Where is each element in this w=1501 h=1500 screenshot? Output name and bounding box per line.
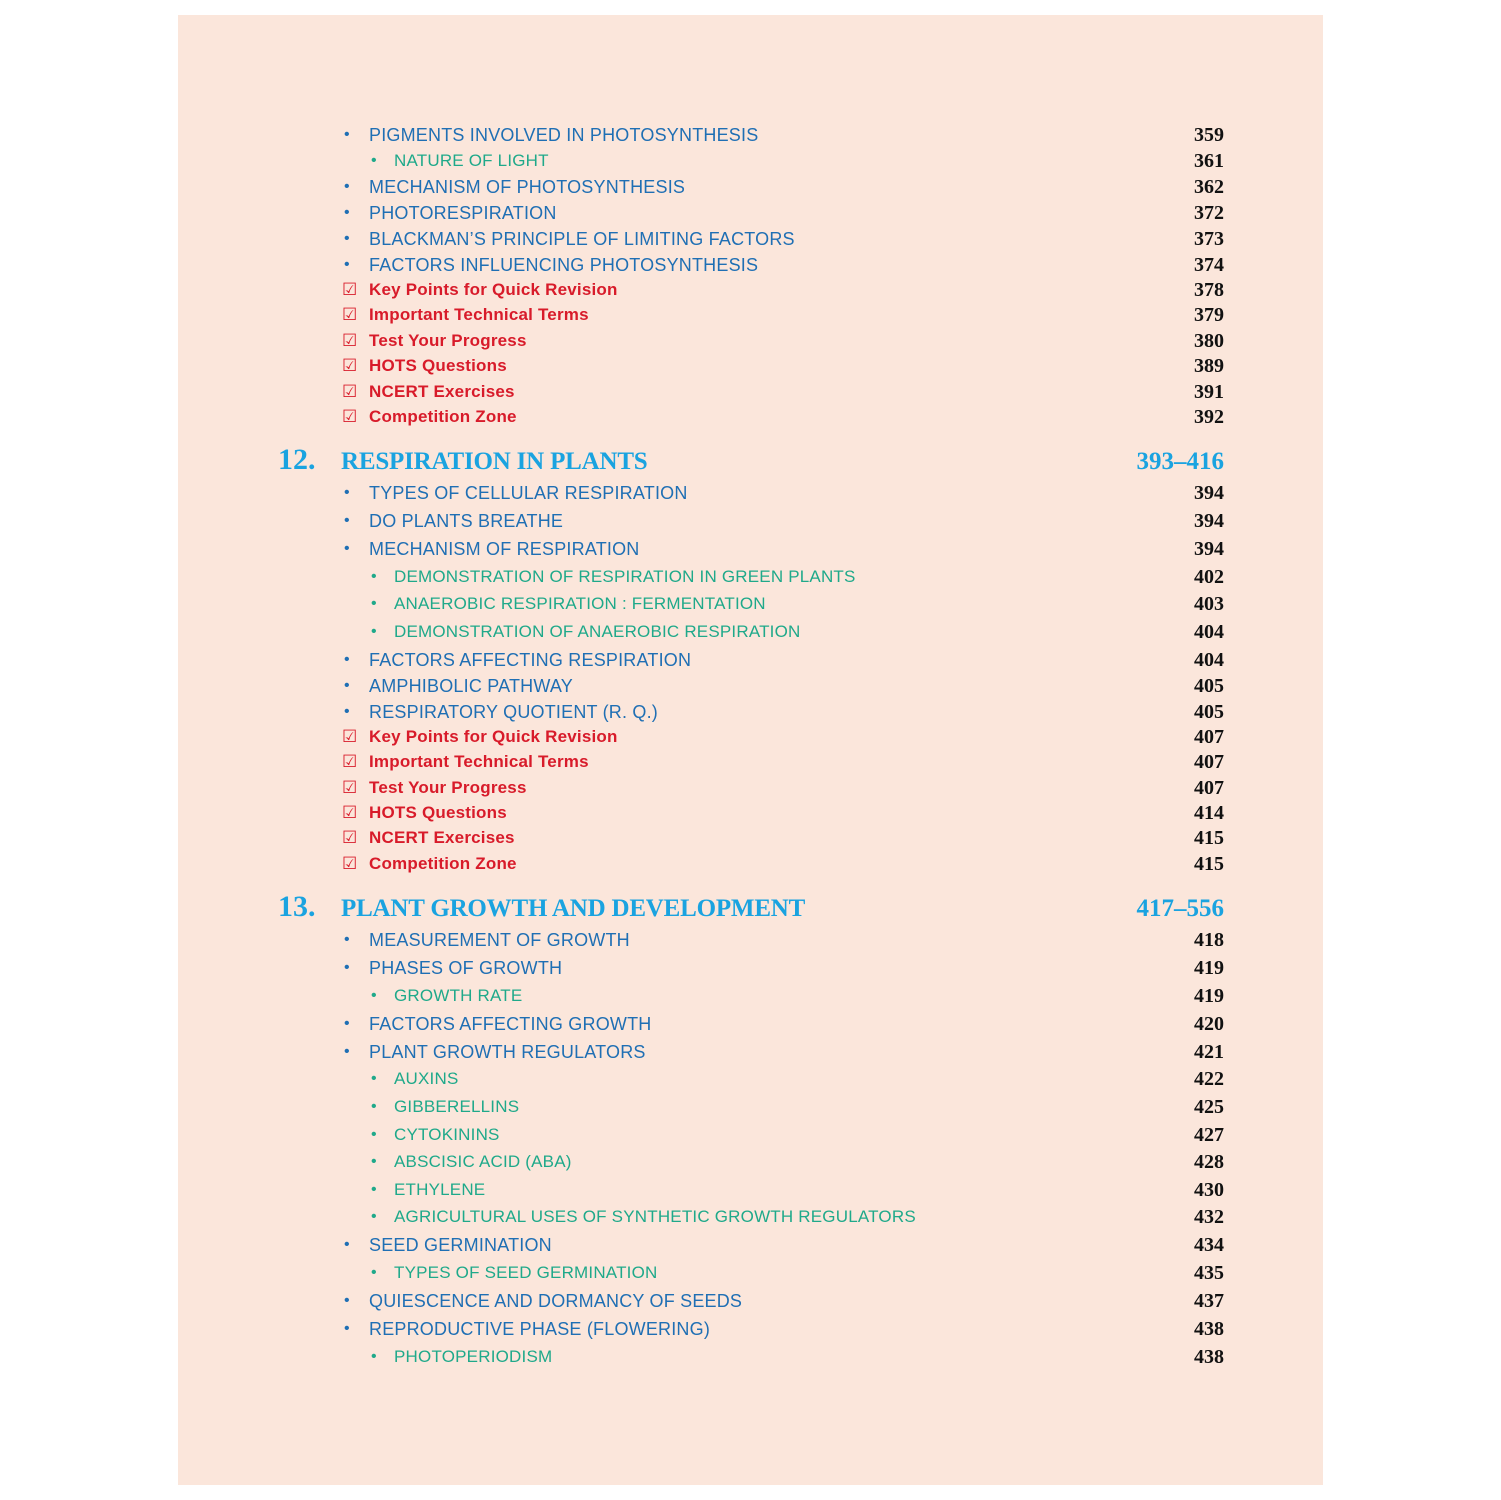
entry-page: 391 (1194, 381, 1224, 403)
toc-checklist-entry[interactable] (178, 724, 1323, 750)
entry-label: MECHANISM OF RESPIRATION (369, 539, 640, 559)
entry-page: 374 (1194, 254, 1224, 276)
checkbox-checked-icon: ☑ (342, 778, 358, 797)
entry-page: 361 (1194, 150, 1224, 172)
bullet-icon: • (344, 256, 350, 273)
bullet-icon: • (371, 1264, 377, 1281)
entry-label: FACTORS AFFECTING RESPIRATION (369, 650, 692, 670)
bullet-icon: • (344, 540, 350, 557)
entry-label: AUXINS (394, 1069, 459, 1088)
entry-page: 420 (1194, 1013, 1224, 1035)
entry-label: CYTOKININS (394, 1125, 500, 1144)
bullet-icon: • (344, 931, 350, 948)
entry-label: Test Your Progress (369, 778, 527, 797)
entry-page: 438 (1194, 1318, 1224, 1340)
entry-page: 407 (1194, 751, 1224, 773)
bullet-icon: • (344, 677, 350, 694)
entry-label: NCERT Exercises (369, 828, 515, 847)
entry-page: 405 (1194, 675, 1224, 697)
toc-checklist-entry[interactable] (178, 825, 1323, 851)
toc-subentry[interactable] (178, 564, 1323, 590)
chapter-number: 12. (278, 443, 316, 476)
toc-entry[interactable] (178, 508, 1323, 534)
checkbox-checked-icon: ☑ (342, 803, 358, 822)
chapter-page-range: 417–556 (1136, 895, 1224, 922)
toc-checklist-entry[interactable] (178, 404, 1323, 430)
bullet-icon: • (371, 1153, 377, 1170)
entry-label: BLACKMAN’S PRINCIPLE OF LIMITING FACTORS (369, 229, 795, 249)
entry-label: Important Technical Terms (369, 305, 589, 324)
toc-entry[interactable] (178, 1232, 1323, 1258)
entry-label: Important Technical Terms (369, 752, 589, 771)
entry-page: 425 (1194, 1096, 1224, 1118)
toc-checklist-entry[interactable] (178, 851, 1323, 877)
entry-page: 437 (1194, 1290, 1224, 1312)
bullet-icon: • (371, 623, 377, 640)
toc-subentry[interactable] (178, 1122, 1323, 1148)
bullet-icon: • (371, 568, 377, 585)
bullet-icon: • (344, 1320, 350, 1337)
chapter-title: RESPIRATION IN PLANTS (341, 448, 648, 475)
toc-entry[interactable] (178, 252, 1323, 278)
entry-label: FACTORS AFFECTING GROWTH (369, 1014, 652, 1034)
toc-subentry[interactable] (178, 1149, 1323, 1175)
toc-subentry[interactable] (178, 983, 1323, 1009)
toc-entry[interactable] (178, 1039, 1323, 1065)
entry-label: FACTORS INFLUENCING PHOTOSYNTHESIS (369, 255, 759, 275)
entry-page: 435 (1194, 1262, 1224, 1284)
toc-entry[interactable] (178, 200, 1323, 226)
entry-label: DEMONSTRATION OF RESPIRATION IN GREEN PLANTS (394, 567, 856, 586)
toc-checklist-entry[interactable] (178, 328, 1323, 354)
toc-subentry[interactable] (178, 1094, 1323, 1120)
checkbox-checked-icon: ☑ (342, 752, 358, 771)
bullet-icon: • (344, 1043, 350, 1060)
checkbox-checked-icon: ☑ (342, 331, 358, 350)
bullet-icon: • (371, 595, 377, 612)
entry-page: 394 (1194, 538, 1224, 560)
checkbox-checked-icon: ☑ (342, 305, 358, 324)
bullet-icon: • (371, 1348, 377, 1365)
entry-label: ANAEROBIC RESPIRATION : FERMENTATION (394, 594, 766, 613)
entry-label: AGRICULTURAL USES OF SYNTHETIC GROWTH REGULATORS (394, 1207, 916, 1226)
entry-page: 414 (1194, 802, 1224, 824)
toc-entry[interactable] (178, 122, 1323, 148)
entry-label: DEMONSTRATION OF ANAEROBIC RESPIRATION (394, 622, 801, 641)
toc-checklist-entry[interactable] (178, 379, 1323, 405)
bullet-icon: • (344, 126, 350, 143)
toc-page (178, 15, 1323, 1485)
toc-checklist-entry[interactable] (178, 775, 1323, 801)
toc-checklist-entry[interactable] (178, 302, 1323, 328)
entry-label: PHASES OF GROWTH (369, 958, 563, 978)
entry-page: 428 (1194, 1151, 1224, 1173)
entry-page: 418 (1194, 929, 1224, 951)
bullet-icon: • (371, 987, 377, 1004)
entry-label: TYPES OF SEED GERMINATION (394, 1263, 658, 1282)
entry-page: 415 (1194, 853, 1224, 875)
entry-label: REPRODUCTIVE PHASE (FLOWERING) (369, 1319, 711, 1339)
entry-label: HOTS Questions (369, 356, 507, 375)
checkbox-checked-icon: ☑ (342, 854, 358, 873)
entry-page: 394 (1194, 510, 1224, 532)
toc-checklist-entry[interactable] (178, 749, 1323, 775)
toc-subentry[interactable] (178, 1177, 1323, 1203)
entry-label: DO PLANTS BREATHE (369, 511, 564, 531)
checkbox-checked-icon: ☑ (342, 727, 358, 746)
bullet-icon: • (371, 1181, 377, 1198)
entry-page: 394 (1194, 482, 1224, 504)
toc-subentry[interactable] (178, 1344, 1323, 1370)
entry-label: GROWTH RATE (394, 986, 523, 1005)
entry-label: MEASUREMENT OF GROWTH (369, 930, 630, 950)
toc-entry[interactable] (178, 226, 1323, 252)
toc-entry[interactable] (178, 927, 1323, 953)
entry-label: PHOTOPERIODISM (394, 1347, 553, 1366)
entry-label: Competition Zone (369, 407, 517, 426)
bullet-icon: • (371, 1208, 377, 1225)
bullet-icon: • (344, 484, 350, 501)
bullet-icon: • (344, 512, 350, 529)
entry-label: SEED GERMINATION (369, 1235, 552, 1255)
chapter-heading[interactable] (178, 889, 1323, 925)
toc-entry[interactable] (178, 673, 1323, 699)
chapter-heading[interactable] (178, 442, 1323, 478)
entry-label: Test Your Progress (369, 331, 527, 350)
entry-label: QUIESCENCE AND DORMANCY OF SEEDS (369, 1291, 743, 1311)
entry-label: Key Points for Quick Revision (369, 280, 618, 299)
bullet-icon: • (344, 230, 350, 247)
bullet-icon: • (344, 651, 350, 668)
entry-label: Key Points for Quick Revision (369, 727, 618, 746)
toc-entry[interactable] (178, 647, 1323, 673)
entry-label: ETHYLENE (394, 1180, 486, 1199)
bullet-icon: • (371, 152, 377, 169)
entry-page: 373 (1194, 228, 1224, 250)
chapter-page-range: 393–416 (1136, 448, 1224, 475)
entry-page: 434 (1194, 1234, 1224, 1256)
entry-page: 421 (1194, 1041, 1224, 1063)
bullet-icon: • (344, 204, 350, 221)
bullet-icon: • (344, 1236, 350, 1253)
entry-page: 405 (1194, 701, 1224, 723)
entry-label: PLANT GROWTH REGULATORS (369, 1042, 646, 1062)
entry-label: MECHANISM OF PHOTOSYNTHESIS (369, 177, 686, 197)
bullet-icon: • (344, 178, 350, 195)
entry-page: 415 (1194, 827, 1224, 849)
entry-page: 404 (1194, 621, 1224, 643)
entry-page: 432 (1194, 1206, 1224, 1228)
bullet-icon: • (371, 1070, 377, 1087)
toc-entry[interactable] (178, 1011, 1323, 1037)
bullet-icon: • (344, 703, 350, 720)
bullet-icon: • (344, 1292, 350, 1309)
toc-entry[interactable] (178, 1288, 1323, 1314)
entry-page: 392 (1194, 406, 1224, 428)
toc-checklist-entry[interactable] (178, 800, 1323, 826)
entry-label: TYPES OF CELLULAR RESPIRATION (369, 483, 688, 503)
checkbox-checked-icon: ☑ (342, 356, 358, 375)
checkbox-checked-icon: ☑ (342, 828, 358, 847)
entry-page: 389 (1194, 355, 1224, 377)
entry-page: 378 (1194, 279, 1224, 301)
entry-page: 407 (1194, 777, 1224, 799)
entry-page: 362 (1194, 176, 1224, 198)
entry-page: 407 (1194, 726, 1224, 748)
entry-page: 430 (1194, 1179, 1224, 1201)
entry-page: 419 (1194, 985, 1224, 1007)
entry-label: AMPHIBOLIC PATHWAY (369, 676, 573, 696)
bullet-icon: • (371, 1098, 377, 1115)
entry-page: 427 (1194, 1124, 1224, 1146)
bullet-icon: • (344, 959, 350, 976)
entry-page: 419 (1194, 957, 1224, 979)
toc-subentry[interactable] (178, 1066, 1323, 1092)
toc-subentry[interactable] (178, 1260, 1323, 1286)
entry-page: 359 (1194, 124, 1224, 146)
toc-subentry[interactable] (178, 619, 1323, 645)
entry-page: 438 (1194, 1346, 1224, 1368)
entry-label: PIGMENTS INVOLVED IN PHOTOSYNTHESIS (369, 125, 759, 145)
entry-page: 402 (1194, 566, 1224, 588)
entry-page: 379 (1194, 304, 1224, 326)
entry-page: 404 (1194, 649, 1224, 671)
toc-checklist-entry[interactable] (178, 353, 1323, 379)
entry-page: 372 (1194, 202, 1224, 224)
toc-entry[interactable] (178, 1316, 1323, 1342)
entry-page: 403 (1194, 593, 1224, 615)
entry-label: ABSCISIC ACID (ABA) (394, 1152, 572, 1171)
bullet-icon: • (371, 1126, 377, 1143)
checkbox-checked-icon: ☑ (342, 382, 358, 401)
entry-label: RESPIRATORY QUOTIENT (R. Q.) (369, 702, 658, 722)
chapter-title: PLANT GROWTH AND DEVELOPMENT (341, 895, 806, 922)
toc-entry[interactable] (178, 955, 1323, 981)
bullet-icon: • (344, 1015, 350, 1032)
entry-label: NATURE OF LIGHT (394, 151, 549, 170)
toc-entry[interactable] (178, 480, 1323, 506)
entry-page: 422 (1194, 1068, 1224, 1090)
chapter-number: 13. (278, 890, 316, 923)
toc-checklist-entry[interactable] (178, 277, 1323, 303)
toc-subentry[interactable] (178, 591, 1323, 617)
toc-entry[interactable] (178, 536, 1323, 562)
entry-label: PHOTORESPIRATION (369, 203, 557, 223)
entry-label: GIBBERELLINS (394, 1097, 520, 1116)
checkbox-checked-icon: ☑ (342, 280, 358, 299)
entry-label: Competition Zone (369, 854, 517, 873)
toc-entry[interactable] (178, 174, 1323, 200)
entry-label: NCERT Exercises (369, 382, 515, 401)
toc-entry[interactable] (178, 699, 1323, 725)
entry-page: 380 (1194, 330, 1224, 352)
toc-subentry[interactable] (178, 148, 1323, 174)
toc-subentry[interactable] (178, 1204, 1323, 1230)
entry-label: HOTS Questions (369, 803, 507, 822)
checkbox-checked-icon: ☑ (342, 407, 358, 426)
